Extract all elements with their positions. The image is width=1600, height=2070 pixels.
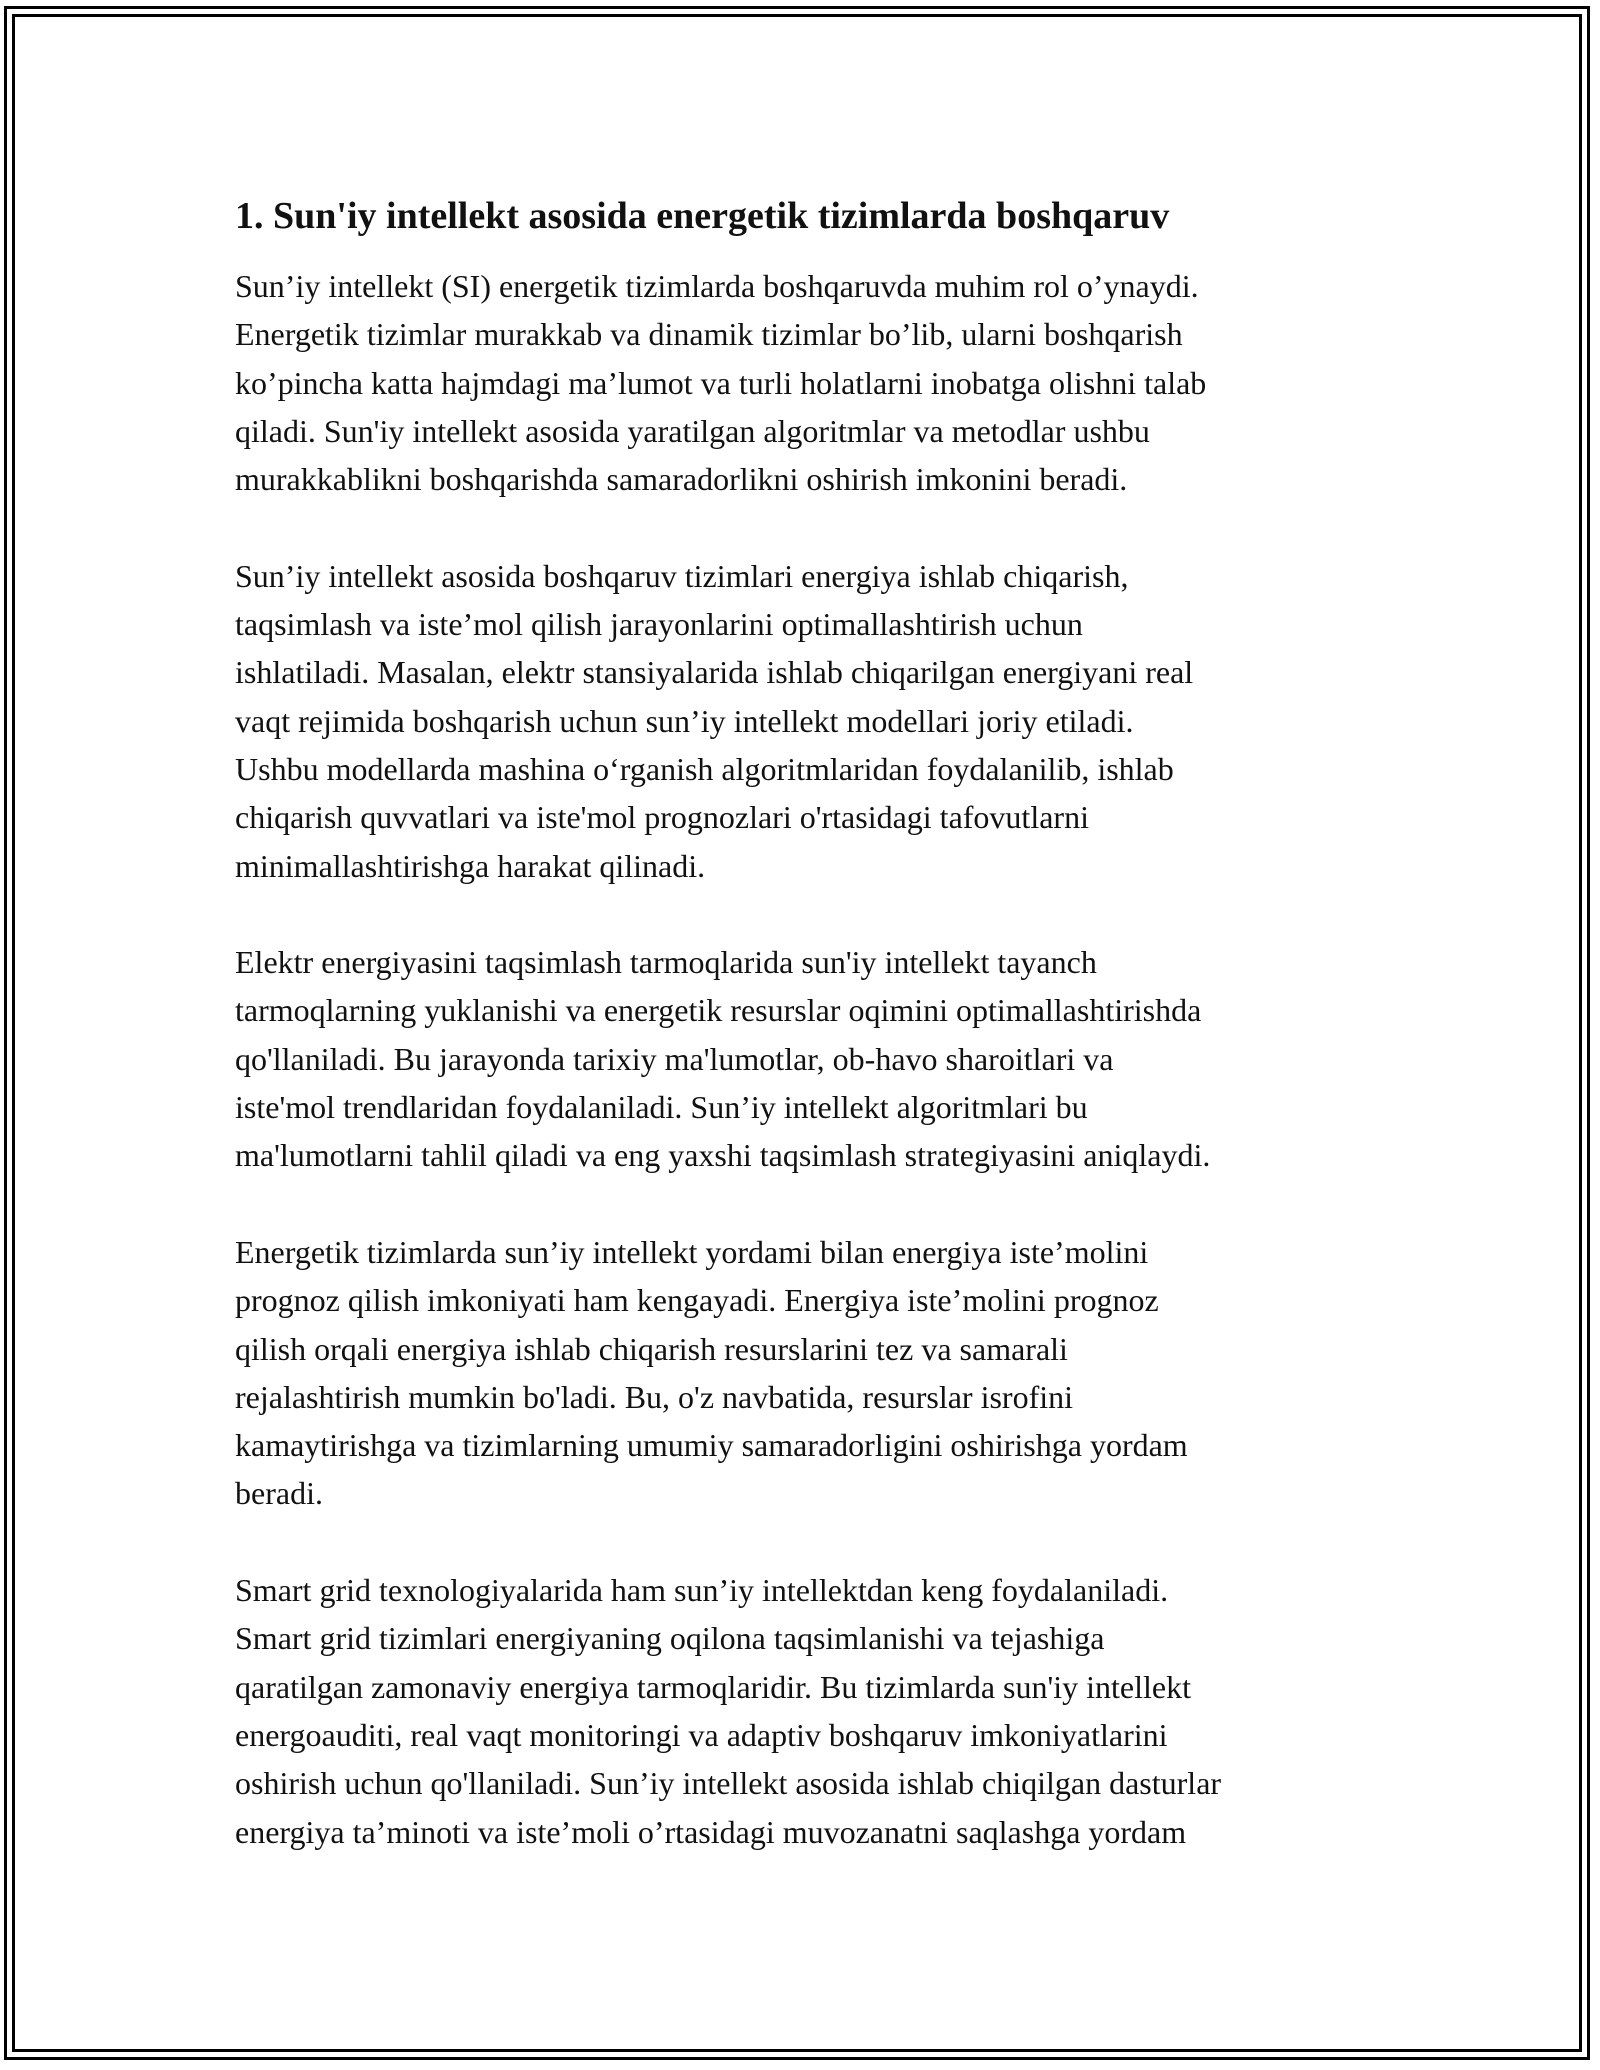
text-line: ma'lumotlarni tahlil qiladi va eng yaxshi taqsimlash strategiyasini aniqlaydi. [235,1137,1211,1174]
paragraph-3 [235,938,1375,1179]
text-line: kamaytirishga va tizimlarning umumiy samaradorligini oshirishga yordam [235,1427,1188,1464]
text-line: Ushbu modellarda mashina o‘rganish algoritmlaridan foydalanilib, ishlab [235,750,1174,787]
text-line: Smart grid texnologiyalarida ham sun’iy intellektdan keng foydalaniladi. [235,1572,1169,1609]
text-line: Sun’iy intellekt asosida boshqaruv tizimlari energiya ishlab chiqarish, [235,557,1129,594]
text-line: oshirish uchun qo'llaniladi. Sun’iy intellekt asosida ishlab chiqilgan dasturlar [235,1765,1222,1802]
text-line: beradi. [235,1475,323,1512]
text-line: murakkablikni boshqarishda samaradorlikni oshirish imkonini beradi. [235,461,1128,498]
text-line: ishlatiladi. Masalan, elektr stansiyalarida ishlab chiqarilgan energiyani real [235,654,1194,691]
text-line: qaratilgan zamonaviy energiya tarmoqlaridir. Bu tizimlarda sun'iy intellekt [235,1668,1191,1705]
text-line: qiladi. Sun'iy intellekt asosida yaratilgan algoritmlar va metodlar ushbu [235,412,1150,449]
text-line: Elektr energiyasini taqsimlash tarmoqlarida sun'iy intellekt tayanch [235,944,1097,981]
text-line: chiqarish quvvatlari va iste'mol prognozlari o'rtasidagi tafovutlarni [235,799,1089,836]
text-line: energoauditi, real vaqt monitoringi va adaptiv boshqaruv imkoniyatlarini [235,1716,1168,1753]
document-body [235,188,1375,1904]
text-line: minimallashtirishga harakat qilinadi. [235,847,706,884]
text-line: energiya ta’minoti va iste’moli o’rtasidagi muvozanatni saqlashga yordam [235,1813,1187,1850]
paragraph-4 [235,1228,1375,1518]
text-line: qilish orqali energiya ishlab chiqarish resurslarini tez va samarali [235,1330,1068,1367]
text-line: rejalashtirish mumkin bo'ladi. Bu, o'z navbatida, resurslar isrofini [235,1378,1074,1415]
text-line: taqsimlash va iste’mol qilish jarayonlarini optimallashtirish uchun [235,606,1083,643]
paragraph-2 [235,552,1375,890]
text-line: Energetik tizimlarda sun’iy intellekt yordami bilan energiya iste’molini [235,1233,1149,1270]
text-line: tarmoqlarning yuklanishi va energetik resurslar oqimini optimallashtirishda [235,992,1202,1029]
text-line: iste'mol trendlaridan foydalaniladi. Sun’iy intellekt algoritmlari bu [235,1089,1088,1126]
text-line: Smart grid tizimlari energiyaning oqilona taqsimlanishi va tejashiga [235,1620,1105,1657]
section-heading: 1. Sun'iy intellekt asosida energetik tizimlarda boshqaruv [235,195,1170,237]
text-line: vaqt rejimida boshqarish uchun sun’iy intellekt modellari joriy etiladi. [235,702,1134,739]
text-line: Sun’iy intellekt (SI) energetik tizimlarda boshqaruvda muhim rol o’ynaydi. [235,268,1199,304]
text-line: ko’pincha katta hajmdagi ma’lumot va turli holatlarni inobatga olishni talab [235,364,1207,401]
paragraph-1 [235,262,1375,503]
text-line: qo'llaniladi. Bu jarayonda tarixiy ma'lumotlar, ob-havo sharoitlari va [235,1040,1114,1077]
text-line: prognoz qilish imkoniyati ham kengayadi. Energiya iste’molini prognoz [235,1282,1159,1319]
text-line: Energetik tizimlar murakkab va dinamik tizimlar bo’lib, ularni boshqarish [235,316,1183,353]
paragraph-5 [235,1566,1375,1856]
